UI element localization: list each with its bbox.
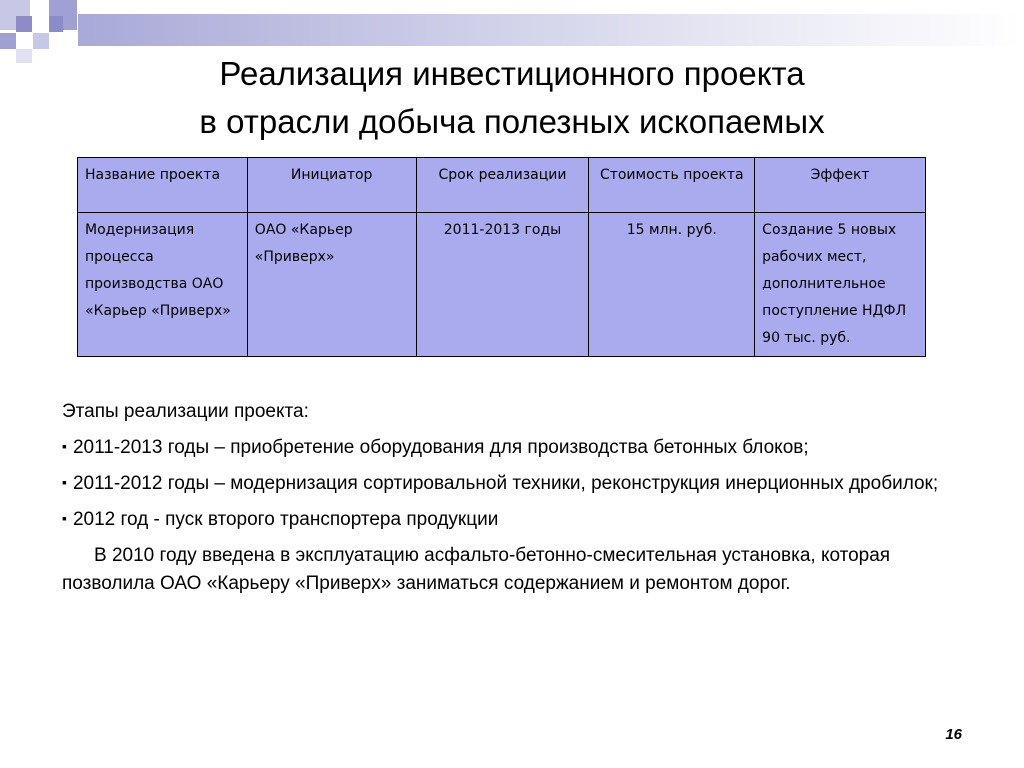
cell-initiator: ОАО «Карьер «Приверх»: [247, 213, 416, 357]
cell-project-name: Модернизация процесса производства ОАО «Карьер «Приверх»: [78, 213, 248, 357]
header-project-name: Название проекта: [78, 158, 248, 213]
title-line-1: Реализация инвестиционного проекта: [219, 55, 805, 92]
table-header-row: [78, 158, 926, 213]
stage-bullet-2: ▪ 2011-2012 годы – модернизация сортировальной техники, реконструкция инерционных дробилок;: [62, 470, 942, 498]
stage-bullet-3: ▪ 2012 год - пуск второго транспортера продукции: [62, 506, 942, 534]
cell-effect: Создание 5 новых рабочих мест, дополнительное поступление НДФЛ 90 тыс. руб.: [755, 213, 926, 357]
slide-title: [0, 50, 1024, 146]
table-row: [78, 213, 926, 357]
page-number: 16: [945, 726, 962, 743]
project-table: [77, 157, 926, 357]
stages-intro: Этапы реализации проекта:: [62, 401, 309, 422]
header-term: Срок реализации: [416, 158, 589, 213]
summary-paragraph: В 2010 году введена в эксплуатацию асфальто-бетонно-смесительная установка, которая позволила ОАО «Карьеру «Приверх» заниматься содержанием и ремонтом дорог.: [62, 545, 891, 594]
cell-term: 2011-2013 годы: [416, 213, 589, 357]
slide-body: [62, 398, 942, 606]
header-effect: Эффект: [755, 158, 926, 213]
header-cost: Стоимость проекта: [589, 158, 755, 213]
stage-bullet-1: ▪ 2011-2013 годы – приобретение оборудования для производства бетонных блоков;: [62, 434, 942, 462]
header-gradient-bar: [78, 14, 1024, 46]
title-line-2: в отрасли добыча полезных ископаемых: [199, 103, 825, 140]
cell-cost: 15 млн. руб.: [589, 213, 755, 357]
header-initiator: Инициатор: [247, 158, 416, 213]
